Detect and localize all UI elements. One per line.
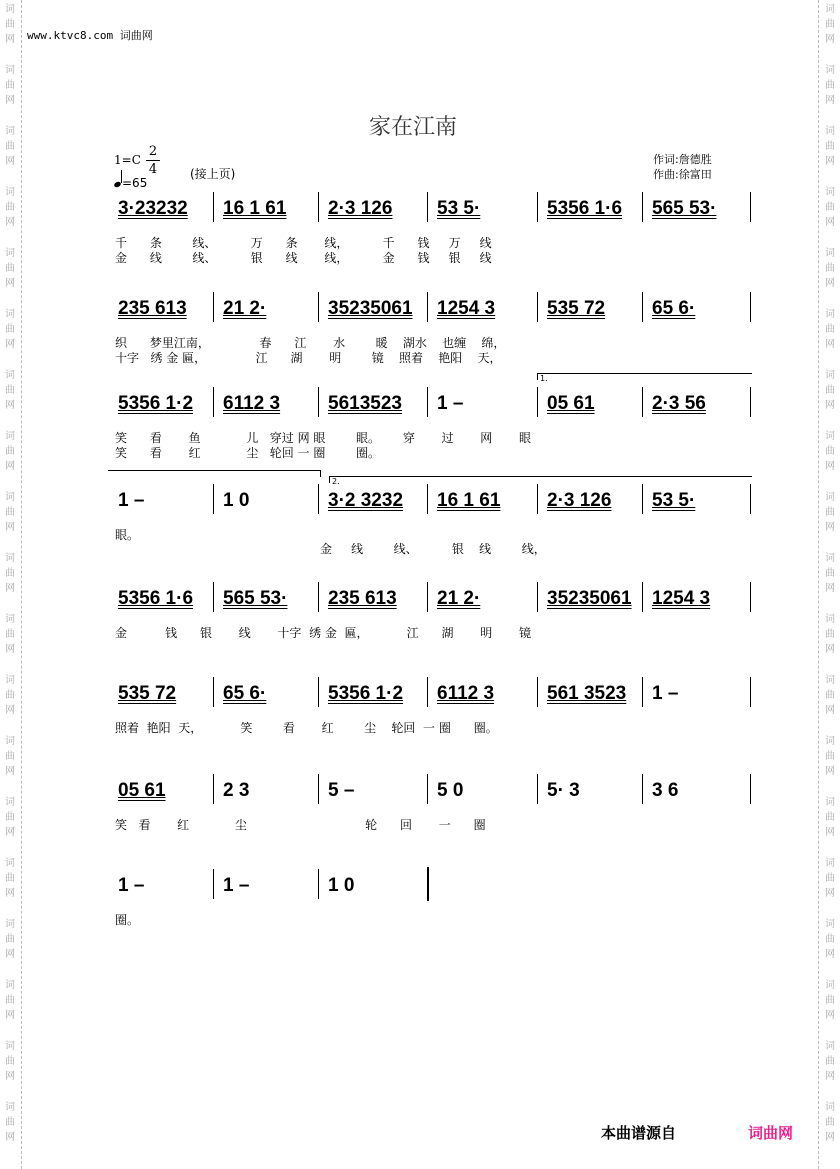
barline <box>750 677 751 707</box>
measure: 1254 3 <box>652 588 711 609</box>
lyric-line-1: 笑 看 红 尘 轮 回 一 圈 <box>115 818 486 832</box>
note-stem <box>121 170 122 183</box>
source-site: 词曲网 <box>748 1124 794 1142</box>
tempo-marking <box>114 176 147 190</box>
watermark-group: 词 曲 网 <box>5 65 15 106</box>
barline <box>642 484 643 514</box>
barline <box>318 869 319 899</box>
measure: 5356 1·2 <box>328 683 404 704</box>
watermark-group: 词 曲 网 <box>5 370 15 411</box>
left-watermark <box>2 0 18 1169</box>
measure: 565 53· <box>223 588 288 609</box>
lyric-line-1: 照着 艳阳 天， 笑 看 红 尘 轮回 一 圈 圈。 <box>115 721 498 735</box>
barline <box>318 192 319 222</box>
volta-1: 1. <box>537 373 752 380</box>
barline <box>642 292 643 322</box>
measure: 65 6· <box>652 298 696 319</box>
lyric-line-2: 金 线 线、 银 线 线， <box>320 542 546 556</box>
watermark-group: 词 曲 网 <box>825 492 835 533</box>
volta-1-end <box>108 470 321 477</box>
measure: 1 – <box>118 490 145 511</box>
measure: 561 3523 <box>547 683 627 704</box>
measure: 05 61 <box>547 393 595 414</box>
measure: 2 3 <box>223 780 250 801</box>
measure: 1 0 <box>328 875 355 896</box>
song-title: 家在江南 <box>368 115 457 140</box>
watermark-group: 词 曲 网 <box>825 187 835 228</box>
right-margin-line <box>818 0 819 1169</box>
watermark-group: 词 曲 网 <box>5 492 15 533</box>
barline <box>318 484 319 514</box>
watermark-group: 词 曲 网 <box>5 431 15 472</box>
measure: 1 – <box>437 393 464 414</box>
watermark-group: 词 曲 网 <box>5 858 15 899</box>
measure: 21 2· <box>223 298 267 319</box>
measure: 3·23232 <box>118 198 188 219</box>
barline <box>750 292 751 322</box>
left-margin-line <box>21 0 22 1169</box>
watermark-group: 词 曲 网 <box>825 248 835 289</box>
lyric-line-1: 金 钱 银 线 十字 绣 金 匾， 江 湖 明 镜 <box>115 626 531 640</box>
barline <box>427 192 428 222</box>
barline <box>642 582 643 612</box>
measure: 2·3 56 <box>652 393 706 414</box>
time-top: 2 <box>148 144 158 159</box>
barline <box>642 677 643 707</box>
measure: 1254 3 <box>437 298 496 319</box>
time-signature <box>146 144 160 177</box>
watermark-group: 词 曲 网 <box>825 736 835 777</box>
measure: 21 2· <box>437 588 481 609</box>
barline <box>537 677 538 707</box>
barline <box>318 774 319 804</box>
barline <box>427 867 429 901</box>
barline <box>213 387 214 417</box>
measure: 3·2 3232 <box>328 490 404 511</box>
watermark-group: 词 曲 网 <box>5 1102 15 1143</box>
lyric-line-2: 金 线 线、 银 线 线， 金 钱 银 线 <box>115 251 492 265</box>
lyric-line-2: 笑 看 红 尘 轮回 一 圈 圈。 <box>115 446 380 460</box>
barline <box>318 387 319 417</box>
measure: 65 6· <box>223 683 267 704</box>
watermark-group: 词 曲 网 <box>825 370 835 411</box>
watermark-group: 词 曲 网 <box>825 431 835 472</box>
watermark-group: 词 曲 网 <box>825 126 835 167</box>
lyricist: 作词:詹德胜 <box>653 153 712 166</box>
barline <box>537 292 538 322</box>
watermark-group: 词 曲 网 <box>825 4 835 45</box>
right-watermark <box>822 0 838 1169</box>
key-signature: 1=C <box>114 153 141 167</box>
measure: 3 6 <box>652 780 679 801</box>
measure: 6112 3 <box>437 683 495 704</box>
measure: 1 – <box>652 683 679 704</box>
barline <box>537 774 538 804</box>
measure: 2·3 126 <box>328 198 393 219</box>
barline <box>213 677 214 707</box>
measure: 5 – <box>328 780 355 801</box>
measure: 5356 1·2 <box>118 393 194 414</box>
barline <box>427 677 428 707</box>
measure: 535 72 <box>547 298 606 319</box>
measure: 5356 1·6 <box>118 588 194 609</box>
barline <box>213 582 214 612</box>
measure: 5356 1·6 <box>547 198 623 219</box>
measure: 235 613 <box>118 298 187 319</box>
watermark-group: 词 曲 网 <box>5 187 15 228</box>
tempo-value: =65 <box>122 176 148 190</box>
barline <box>537 582 538 612</box>
barline <box>750 582 751 612</box>
watermark-group: 词 曲 网 <box>825 797 835 838</box>
credits <box>653 152 712 182</box>
barline <box>642 192 643 222</box>
watermark-group: 词 曲 网 <box>5 614 15 655</box>
watermark-group: 词 曲 网 <box>5 736 15 777</box>
watermark-group: 词 曲 网 <box>825 675 835 716</box>
barline <box>213 869 214 899</box>
watermark-group: 词 曲 网 <box>5 553 15 594</box>
measure: 6112 3 <box>223 393 281 414</box>
lyric-line-2: 十字 绣 金 匾， 江 湖 明 镜 照着 艳阳 天， <box>115 351 502 365</box>
barline <box>642 387 643 417</box>
measure: 16 1 61 <box>437 490 501 511</box>
barline <box>318 582 319 612</box>
volta-2: 2. <box>329 476 752 483</box>
time-bottom: 4 <box>148 162 158 177</box>
lyric-line-1: 织 梦里江南， 春 江 水 暖 湖水 也缠 绵， <box>115 336 506 350</box>
composer: 作曲:徐富田 <box>653 168 712 181</box>
barline <box>537 192 538 222</box>
measure: 5613523 <box>328 393 402 414</box>
barline <box>213 292 214 322</box>
watermark-group: 词 曲 网 <box>825 553 835 594</box>
measure: 1 0 <box>223 490 250 511</box>
watermark-group: 词 曲 网 <box>5 797 15 838</box>
measure: 565 53· <box>652 198 717 219</box>
watermark-group: 词 曲 网 <box>5 248 15 289</box>
barline <box>537 484 538 514</box>
lyric-line-1: 圈。 <box>115 913 140 927</box>
barline <box>318 292 319 322</box>
source-label: 本曲谱源自 <box>601 1124 677 1142</box>
barline <box>537 387 538 417</box>
barline <box>750 774 751 804</box>
watermark-group: 词 曲 网 <box>825 309 835 350</box>
watermark-group: 词 曲 网 <box>5 919 15 960</box>
lyric-line-1: 笑 看 鱼 儿 穿过 网 眼 眼。 穿 过 网 眼 <box>115 431 531 445</box>
barline <box>427 292 428 322</box>
watermark-group: 词 曲 网 <box>5 4 15 45</box>
barline <box>750 484 751 514</box>
barline <box>318 677 319 707</box>
lyric-line-1: 千 条 线、 万 条 线， 千 钱 万 线 <box>115 236 492 250</box>
watermark-group: 词 曲 网 <box>825 919 835 960</box>
barline <box>213 192 214 222</box>
watermark-group: 词 曲 网 <box>825 980 835 1021</box>
measure: 5 0 <box>437 780 464 801</box>
barline <box>427 484 428 514</box>
barline <box>642 774 643 804</box>
barline <box>750 192 751 222</box>
watermark-group: 词 曲 网 <box>5 675 15 716</box>
measure: 2·3 126 <box>547 490 612 511</box>
watermark-group: 词 曲 网 <box>825 614 835 655</box>
watermark-group: 词 曲 网 <box>825 65 835 106</box>
measure: 1 – <box>118 875 145 896</box>
watermark-group: 词 曲 网 <box>825 1102 835 1143</box>
barline <box>427 582 428 612</box>
watermark-group: 词 曲 网 <box>825 858 835 899</box>
watermark-group: 词 曲 网 <box>5 1041 15 1082</box>
continued-label: (接上页) <box>190 167 236 181</box>
measure: 53 5· <box>437 198 481 219</box>
measure: 35235061 <box>547 588 632 609</box>
measure: 235 613 <box>328 588 397 609</box>
measure: 16 1 61 <box>223 198 287 219</box>
watermark-group: 词 曲 网 <box>5 309 15 350</box>
measure: 35235061 <box>328 298 413 319</box>
watermark-group: 词 曲 网 <box>5 980 15 1021</box>
measure: 53 5· <box>652 490 696 511</box>
barline <box>750 387 751 417</box>
lyric-line-1: 眼。 <box>115 528 140 542</box>
site-header: www.ktvc8.com 词曲网 <box>27 29 153 42</box>
watermark-group: 词 曲 网 <box>825 1041 835 1082</box>
barline <box>213 774 214 804</box>
barline <box>427 387 428 417</box>
watermark-group: 词 曲 网 <box>5 126 15 167</box>
measure: 1 – <box>223 875 250 896</box>
measure: 5· 3 <box>547 780 580 801</box>
measure: 05 61 <box>118 780 166 801</box>
measure: 535 72 <box>118 683 177 704</box>
barline <box>427 774 428 804</box>
barline <box>213 484 214 514</box>
